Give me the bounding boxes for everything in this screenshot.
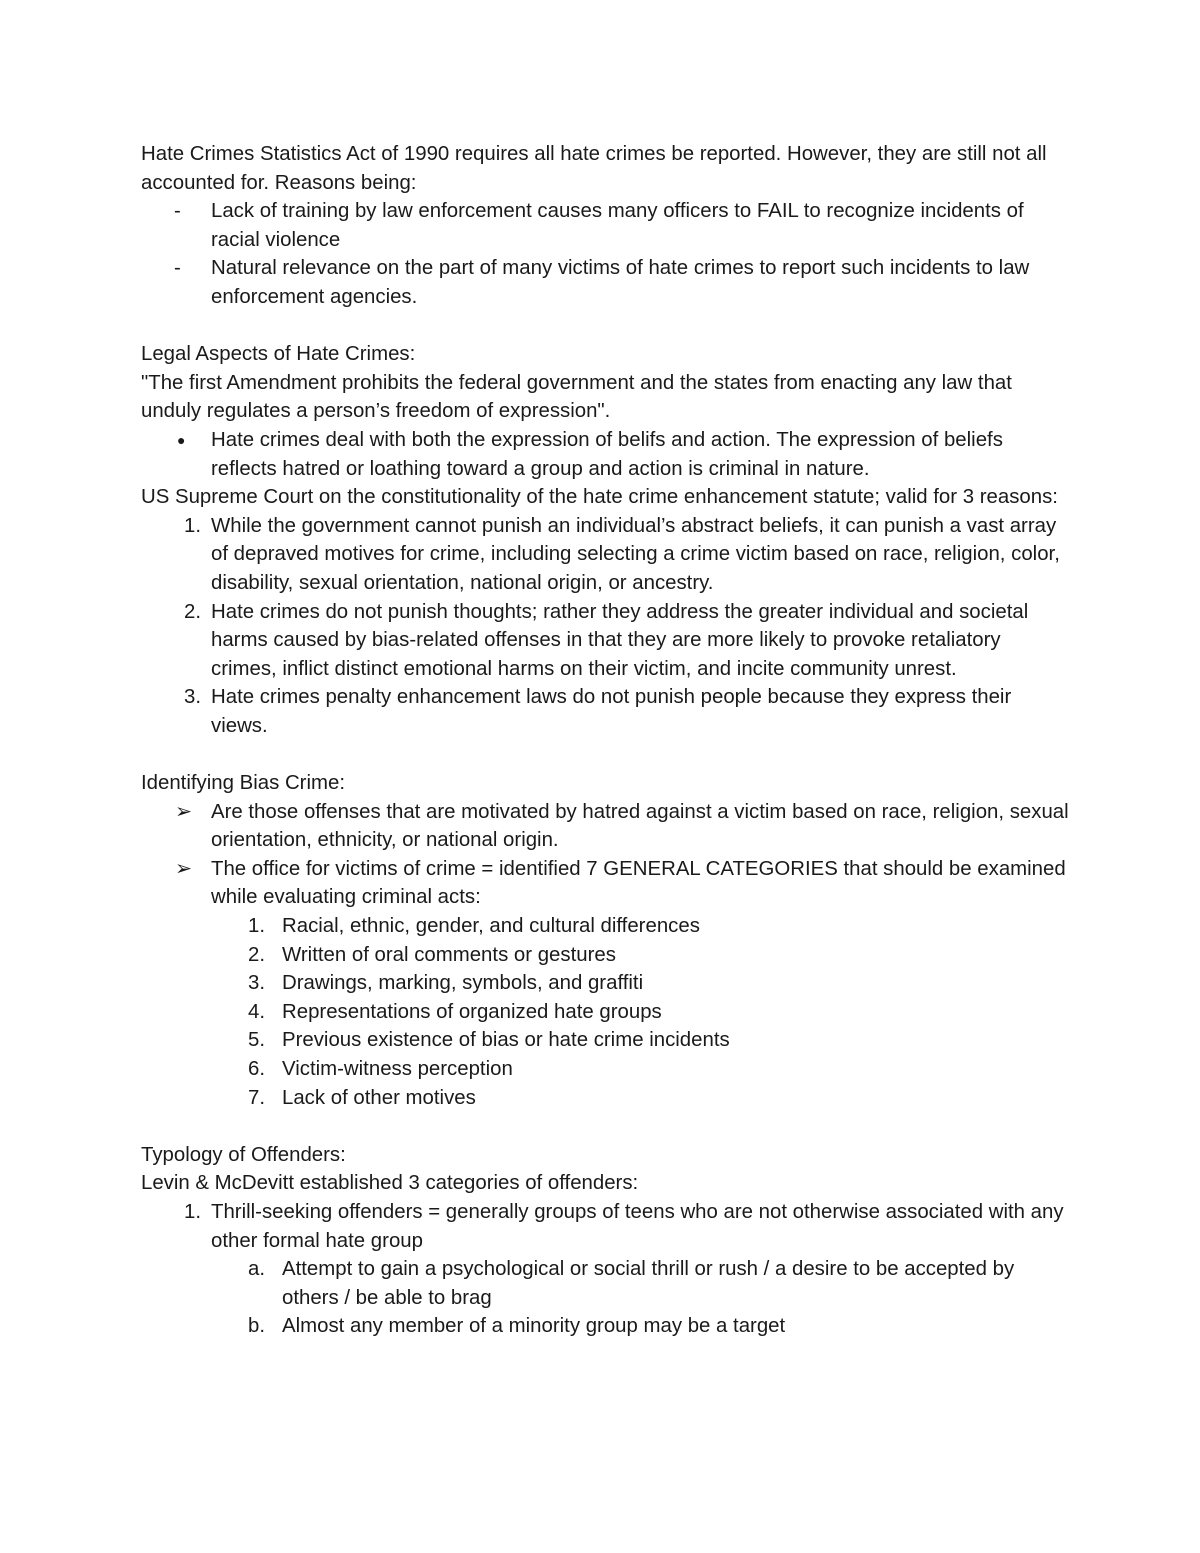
dash-marker: - [174,257,181,280]
list-item [141,941,1071,970]
list-item [141,1312,1071,1341]
list-item [141,1026,1071,1055]
intro-paragraph: Hate Crimes Statistics Act of 1990 requires all hate crimes be reported. However, they are still not all accounted for. Reasons being: [141,143,1047,194]
supreme-court-intro: US Supreme Court on the constitutionality of the hate crime enhancement statute; valid for 3 reasons: [141,486,1058,509]
list-item-text: Hate crimes deal with both the expression of belifs and action. The expression of beliefs reflects hatred or loathing toward a group and action is criminal in nature. [211,428,1003,480]
list-item [141,1198,1071,1255]
reasons-list [141,197,1071,311]
list-item-text: Almost any member of a minority group may be a target [282,1315,786,1338]
list-item-text: Victim-witness perception [282,1058,513,1080]
list-item-text: Racial, ethnic, gender, and cultural differences [282,915,700,938]
list-item [141,855,1071,912]
blank-line [141,1112,1071,1141]
number-marker: 3. [247,972,265,995]
list-item [141,197,1071,254]
number-marker: 5. [247,1029,265,1052]
amendment-quote: "The first Amendment prohibits the federal government and the states from enacting any law that unduly regulates a person’s freedom of expression". [141,371,1012,423]
number-marker: 1. [247,915,265,938]
list-item [141,1255,1071,1312]
letter-marker: a. [247,1258,265,1281]
list-item [141,683,1071,740]
arrow-icon: ➢ [175,800,193,823]
list-item-text: While the government cannot punish an individual’s abstract beliefs, it can punish a vast array of depraved motives for crime, including selecting a crime victim based on race, religion, color, disability, sexual orientation, national origin, or ancestry. [211,514,1060,594]
number-marker: 1. [183,1200,201,1223]
arrow-list [141,798,1071,912]
court-reasons-list [141,512,1071,741]
blank-line [141,740,1071,769]
number-marker: 6. [247,1058,265,1080]
number-marker: 3. [183,686,201,709]
list-item-text: Written of oral comments or gestures [282,943,616,966]
number-marker: 2. [183,600,201,623]
blank-line [141,312,1071,341]
list-item [141,912,1071,941]
list-item-text: Are those offenses that are motivated by hatred against a victim based on race, religion, sexual orientation, ethnicity, or national origin. [211,800,1069,852]
list-item-text: The office for victims of crime = identified 7 GENERAL CATEGORIES that should be examined while evaluating criminal acts: [211,857,1066,909]
list-item-text: Thrill-seeking offenders = generally groups of teens who are not otherwise associated with any other formal hate group [211,1200,1064,1252]
list-item-text: Drawings, marking, symbols, and graffiti [282,972,644,995]
list-item [141,798,1071,855]
list-item [141,254,1071,311]
document-page [141,140,1071,1341]
arrow-icon: ➢ [175,857,193,880]
list-item [141,426,1071,483]
list-item [141,969,1071,998]
number-marker: 4. [247,1000,265,1023]
offender-subpoints-list [141,1255,1071,1341]
list-item-text: Previous existence of bias or hate crime incidents [282,1029,730,1052]
list-item-text: Attempt to gain a psychological or social thrill or rush / a desire to be accepted by others / be able to brag [282,1258,1015,1309]
bullet-icon: ● [177,431,186,448]
list-item-text: Hate crimes do not punish thoughts; rather they address the greater individual and societal harms caused by bias-related offenses in that they are more likely to provoke retaliatory crimes, inflict distinct emotional harms on their victim, and incite community unrest. [211,600,1029,680]
bullet-list [141,426,1071,483]
section-heading-typology: Typology of Offenders: [141,1143,346,1166]
offenders-list [141,1198,1071,1255]
list-item [141,512,1071,598]
list-item-text: Lack of other motives [282,1086,476,1109]
typology-intro: Levin & McDevitt established 3 categories of offenders: [141,1172,639,1195]
section-heading-legal: Legal Aspects of Hate Crimes: [141,343,416,366]
list-item [141,1055,1071,1084]
number-marker: 1. [183,514,201,537]
list-item [141,1084,1071,1113]
list-item-text: Lack of training by law enforcement causes many officers to FAIL to recognize incidents of racial violence [211,200,1024,251]
list-item-text: Natural relevance on the part of many victims of hate crimes to report such incidents to law enforcement agencies. [211,257,1030,308]
categories-list [141,912,1071,1112]
number-marker: 7. [247,1086,265,1109]
list-item [141,598,1071,684]
section-heading-bias: Identifying Bias Crime: [141,772,345,795]
number-marker: 2. [247,943,265,966]
list-item-text: Hate crimes penalty enhancement laws do not punish people because they express their views. [211,686,1012,737]
dash-marker: - [174,200,181,223]
list-item [141,998,1071,1027]
list-item-text: Representations of organized hate groups [282,1000,662,1023]
letter-marker: b. [247,1315,265,1338]
